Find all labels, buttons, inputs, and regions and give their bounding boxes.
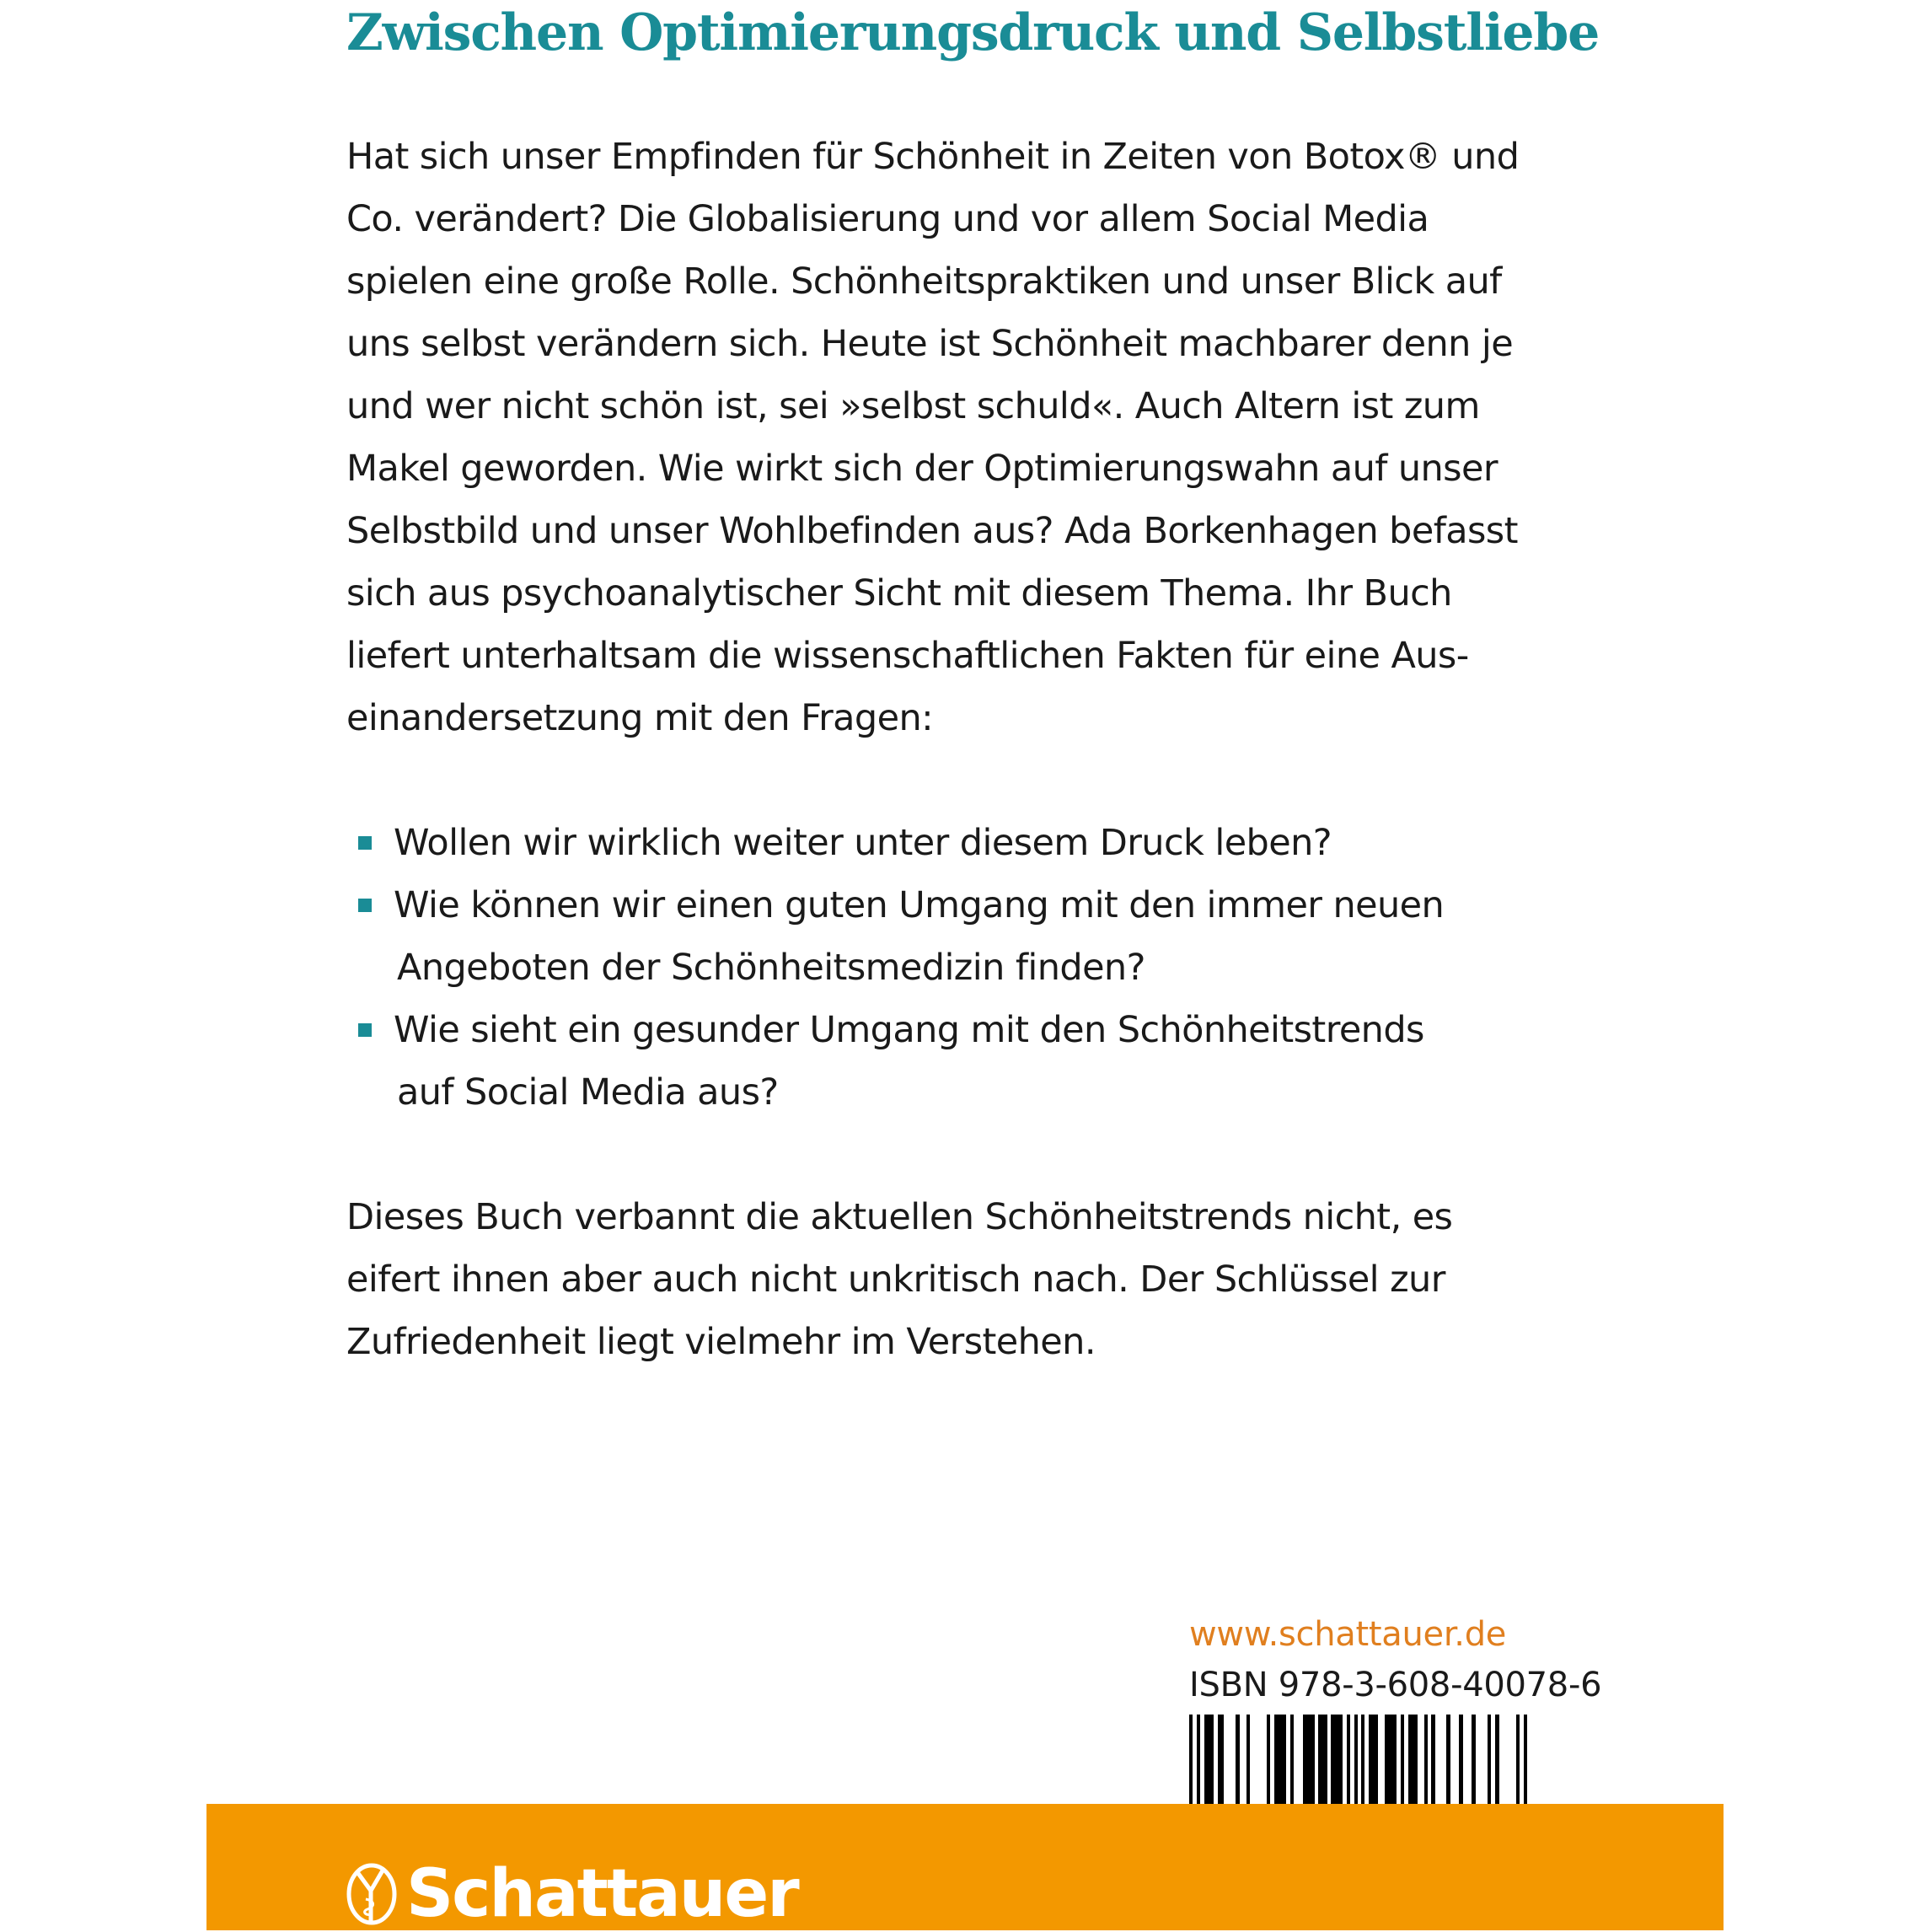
schattauer-emblem-icon bbox=[346, 1862, 398, 1926]
text-line: liefert unterhaltsam die wissenschaftlichen Fakten für eine Aus- bbox=[346, 635, 1469, 677]
text-line: eifert ihnen aber auch nicht unkritisch nach. Der Schlüssel zur bbox=[346, 1258, 1445, 1301]
publisher-name: Schattauer bbox=[406, 1856, 798, 1932]
text-line: Wie können wir einen guten Umgang mit den immer neuen bbox=[394, 884, 1445, 926]
page-title: Zwischen Optimierungsdruck und Selbstliebe bbox=[346, 3, 1600, 62]
square-bullet-icon bbox=[358, 899, 372, 912]
list-item bbox=[346, 874, 1611, 999]
list-item bbox=[346, 999, 1611, 1124]
publisher-band bbox=[206, 1804, 1724, 1930]
text-line: einandersetzung mit den Fragen: bbox=[346, 697, 934, 739]
square-bullet-icon bbox=[358, 836, 372, 850]
question-list bbox=[346, 812, 1611, 1124]
barcode bbox=[1189, 1715, 1585, 1806]
text-line: spielen eine große Rolle. Schönheitspraktiken und unser Blick auf bbox=[346, 260, 1502, 303]
text-line: Angeboten der Schönheitsmedizin finden? bbox=[397, 947, 1145, 989]
text-line: Co. verändert? Die Globalisierung und vor allem Social Media bbox=[346, 198, 1429, 240]
text-line: Dieses Buch verbannt die aktuellen Schönheitstrends nicht, es bbox=[346, 1196, 1453, 1238]
closing-paragraph bbox=[346, 1186, 1611, 1373]
intro-paragraph bbox=[346, 126, 1611, 749]
text-line: Hat sich unser Empfinden für Schönheit in Zeiten von Botox® und bbox=[346, 136, 1520, 178]
text-line: Makel geworden. Wie wirkt sich der Optimierungswahn auf unser bbox=[346, 448, 1498, 490]
text-line: sich aus psychoanalytischer Sicht mit diesem Thema. Ihr Buch bbox=[346, 572, 1452, 614]
text-line: und wer nicht schön ist, sei »selbst schuld«. Auch Altern ist zum bbox=[346, 385, 1480, 427]
list-item bbox=[346, 812, 1611, 874]
text-line: Zufriedenheit liegt vielmehr im Verstehen. bbox=[346, 1321, 1096, 1363]
text-line: auf Social Media aus? bbox=[397, 1071, 779, 1114]
publisher-url-link[interactable]: www.schattauer.de bbox=[1189, 1615, 1507, 1654]
text-line: uns selbst verändern sich. Heute ist Schönheit machbarer denn je bbox=[346, 323, 1514, 365]
text-line: Selbstbild und unser Wohlbefinden aus? Ada Borkenhagen befasst bbox=[346, 510, 1518, 552]
text-line: Wie sieht ein gesunder Umgang mit den Schönheitstrends bbox=[394, 1009, 1424, 1051]
square-bullet-icon bbox=[358, 1023, 372, 1037]
text-line: Wollen wir wirklich weiter unter diesem Druck leben? bbox=[394, 822, 1332, 864]
isbn-label: ISBN 978-3-608-40078-6 bbox=[1189, 1666, 1602, 1704]
publisher-logo[interactable] bbox=[346, 1858, 798, 1930]
